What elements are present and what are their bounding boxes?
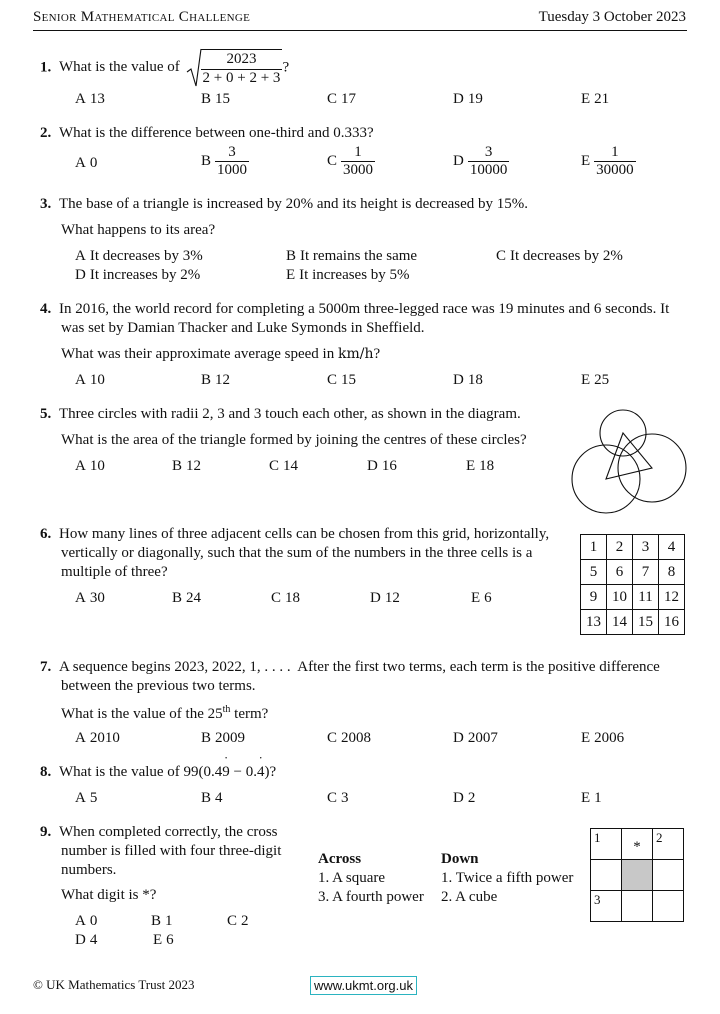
option: A 13 [75, 91, 105, 107]
option: A It decreases by 3% [75, 248, 203, 264]
grid-cell: 9 [581, 585, 607, 610]
option: D 2 [453, 790, 476, 806]
sqrt-sign-icon [186, 48, 202, 88]
option: B $\frac{3}{1000}$ [201, 144, 248, 179]
header-title: Senior Mathematical Challenge [33, 9, 251, 25]
option: E 1 [581, 790, 602, 806]
grid-cell: 3 [633, 535, 659, 560]
option: B 4 [201, 790, 223, 806]
clue: 3. A fourth power [318, 889, 424, 905]
question-5: 5. Three circles with radii 2, 3 and 3 touch each other, as shown in the diagram. [40, 406, 521, 422]
question-text-line: between the previous two terms. [61, 678, 256, 694]
grid-cell: 6 [607, 560, 633, 585]
header-date: Tuesday 3 October 2023 [538, 9, 686, 25]
question-6: 6. How many lines of three adjacent cells can be chosen from this grid, horizontally, [40, 526, 550, 542]
radicand-fraction [201, 51, 283, 87]
cell-number: 3 [594, 892, 601, 907]
grid-cell: 2 [607, 535, 633, 560]
option: B 24 [172, 590, 202, 606]
question-text-line: multiple of three? [61, 564, 168, 580]
recurring-dot-digit: 9 ˙ [222, 764, 230, 781]
option: C It decreases by 2% [496, 248, 623, 264]
question-text-line: vertically or diagonally, such that the sum of the numbers in the three cells is a [61, 545, 533, 561]
grid-cell: 7 [633, 560, 659, 585]
grid-cell: 11 [633, 585, 659, 610]
option: C 2 [227, 913, 249, 929]
question-text: In 2016, the world record for completing a 5000m three-legged race was 19 minutes and 6 seconds. It [59, 301, 670, 317]
question-9-prompt: What digit is *? [61, 887, 157, 903]
radicand-numerator: 2023 [226, 51, 257, 68]
cross-cell [653, 860, 684, 891]
across-title: Across [318, 851, 362, 867]
question-text-end: ? [282, 59, 290, 76]
question-text: How many lines of three adjacent cells can be chosen from this grid, horizontally, [59, 526, 550, 542]
cross-cell-star [622, 829, 653, 860]
question-text: A sequence begins 2023, 2022, 1, . . . . After the first two terms, each term is the positive difference [59, 659, 660, 675]
cross-cell [591, 860, 622, 891]
option: E 25 [581, 372, 610, 388]
option: C 18 [271, 590, 301, 606]
clue: 2. A cube [441, 889, 498, 905]
question-text-line: numbers. [61, 862, 117, 878]
grid-cell: 1 [581, 535, 607, 560]
grid-cell: 4 [659, 535, 685, 560]
option: D 19 [453, 91, 483, 107]
question-4-prompt: What was their approximate average speed in km/h? [61, 346, 381, 362]
option: E 2006 [581, 730, 625, 746]
question-text: What is the value of [59, 59, 180, 76]
option: B 15 [201, 91, 231, 107]
grid-row [581, 585, 685, 610]
option: B 2009 [201, 730, 246, 746]
down-title: Down [441, 851, 479, 867]
cross-cell-shaded [622, 860, 653, 891]
star-symbol: * [633, 839, 641, 855]
grid-row [581, 535, 685, 560]
cell-number: 1 [594, 830, 601, 845]
option: E 6 [471, 590, 492, 606]
grid-row [581, 610, 685, 635]
header-rule [33, 30, 687, 31]
option: A 0 [75, 913, 98, 929]
option: D 16 [367, 458, 397, 474]
option: A 5 [75, 790, 98, 806]
option: B 12 [172, 458, 202, 474]
option: C 17 [327, 91, 357, 107]
option: E 21 [581, 91, 610, 107]
cross-cell [622, 891, 653, 922]
cross-cell [591, 891, 622, 922]
option: C $\frac{1}{3000}$ [327, 144, 374, 179]
option: A 2010 [75, 730, 120, 746]
grid-cell: 5 [581, 560, 607, 585]
radicand-denominator: 2 + 0 + 2 + 3 [202, 69, 281, 86]
footer-copyright: © UK Mathematics Trust 2023 [33, 977, 195, 992]
grid-cell: 8 [659, 560, 685, 585]
question-text: The base of a triangle is increased by 20% and its height is decreased by 15%. [59, 196, 529, 212]
option: D 12 [370, 590, 400, 606]
option: D It increases by 2% [75, 267, 201, 283]
cross-cell [653, 829, 684, 860]
number-grid [580, 534, 685, 635]
option: E It increases by 5% [286, 267, 410, 283]
clue: 1. A square [318, 870, 386, 886]
grid-cell: 16 [659, 610, 685, 635]
cross-cell [591, 829, 622, 860]
option: D $\frac{3}{10000}$ [453, 144, 508, 179]
option: E $\frac{1}{30000}$ [581, 144, 634, 179]
clue: 1. Twice a fifth power [441, 870, 574, 886]
question-text-line: was set by Damian Thacker and Luke Symonds in Sheffield. [61, 320, 425, 336]
option: C 15 [327, 372, 357, 388]
question-3-prompt: What happens to its area? [61, 222, 216, 238]
option: A 0 [75, 155, 98, 171]
recurring-dot-digit: 4 ˙ [257, 764, 265, 781]
down-clues [441, 850, 573, 907]
question-text: What is the difference between one-third and 0.333? [59, 125, 374, 141]
option: E 6 [153, 932, 174, 948]
cell-number: 2 [656, 830, 663, 845]
option: B 1 [151, 913, 173, 929]
question-4: 4. In 2016, the world record for completing a 5000m three-legged race was 19 minutes and 6 seconds. It [40, 301, 670, 317]
option: B 12 [201, 372, 231, 388]
question-9: 9. When completed correctly, the cross [40, 824, 278, 840]
option: E 18 [466, 458, 495, 474]
across-clues [318, 850, 424, 907]
grid-row [581, 560, 685, 585]
option: A 10 [75, 458, 105, 474]
grid-cell: 13 [581, 610, 607, 635]
question-text-line: number is filled with four three-digit [61, 843, 282, 859]
grid-cell: 14 [607, 610, 633, 635]
option: D 2007 [453, 730, 498, 746]
option: D 18 [453, 372, 483, 388]
question-7: 7. A sequence begins 2023, 2022, 1, . . . . After the first two terms, each term is the positive difference [40, 659, 660, 675]
option: D 4 [75, 932, 98, 948]
question-7-prompt: What is the value of the 25th term? [61, 704, 269, 722]
option: A 10 [75, 372, 105, 388]
option: C 2008 [327, 730, 372, 746]
question-8: 8. What is the value of 99(0.49 ˙ − 0.4 ˙)? [40, 764, 276, 781]
footer-website-link[interactable]: www.ukmt.org.uk [310, 976, 417, 995]
cross-cell [653, 891, 684, 922]
grid-cell: 10 [607, 585, 633, 610]
question-2: 2. What is the difference between one-third and 0.333? [40, 125, 374, 141]
question-text: What is the value of 99(0.49 ˙ − 0.4 ˙)? [59, 764, 276, 780]
sqrt-expression [186, 48, 283, 88]
three-circles-diagram [568, 406, 690, 522]
question-number: 1. [40, 59, 52, 76]
question-text: When completed correctly, the cross [59, 824, 278, 840]
question-3: 3. The base of a triangle is increased by 20% and its height is decreased by 15%. [40, 196, 529, 212]
question-5-prompt: What is the area of the triangle formed by joining the centres of these circles? [61, 432, 527, 448]
option: C 14 [269, 458, 299, 474]
question-1 [40, 48, 289, 88]
grid-cell: 15 [633, 610, 659, 635]
option: A 30 [75, 590, 105, 606]
option: B It remains the same [286, 248, 418, 264]
cross-number-grid [590, 828, 684, 922]
grid-cell: 12 [659, 585, 685, 610]
option: C 3 [327, 790, 349, 806]
question-text: Three circles with radii 2, 3 and 3 touch each other, as shown in the diagram. [59, 406, 521, 422]
